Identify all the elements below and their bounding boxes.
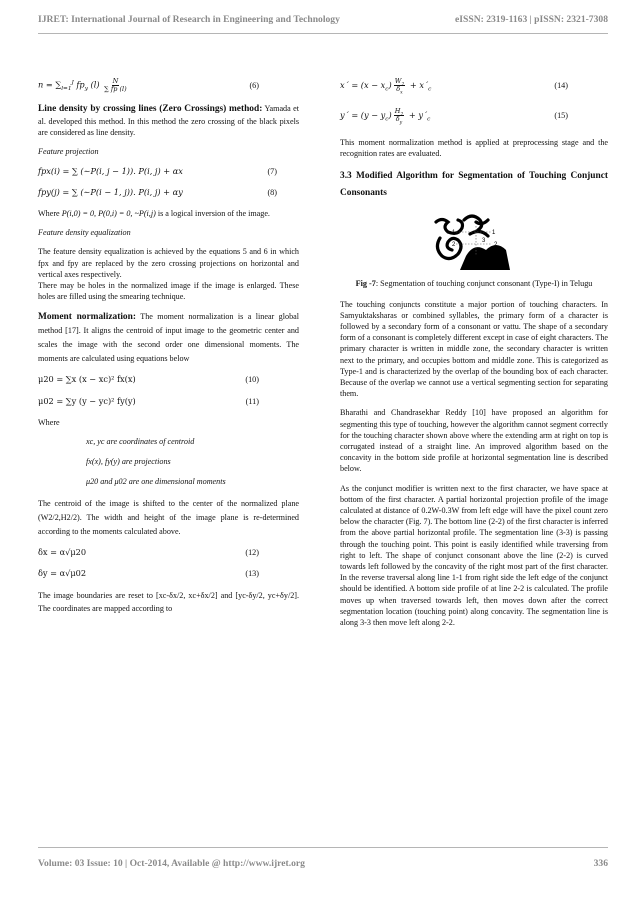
equation-12: δx = α√μ20 (12) [38,546,259,557]
paragraph-bharathi: Bharathi and Chandrasekhar Reddy [10] have proposed an algorithm for segmenting this type of touching, however the algorithm cannot segment correctly for the touching character shown above where the extending arm at right on top is corrugated instead of a straight line. An improved algorithm based on the concavity in the bottom side profile at horizontal segmentation line is described below. [340,408,608,474]
paragraph-density-equalization: The feature density equalization is achieved by the equations 5 and 6 in which fpx and fpy are replaced by the zero crossing projections on horizontal and vertical axes respectively. [38,247,299,279]
conjunct-shape [460,245,510,270]
paragraph-boundaries: The image boundaries are reset to [xc-δx/2, xc+δx/2] and [yc-δy/2, yc+δy/2]. The coordinates are mapped according to [38,591,299,614]
paragraph-conjunct-modifier: As the conjunct modifier is written next to the first character, we have space at bottom of the first character. A partial horizontal projection profile of the image calculated at distance of 0.2W-0.3W from left edge will have the pixel count zero below the character (Fig. 7). The bottom line (2-2) of the first character is inferred from the above partial horizontal profile. The segmentation line (3-3) is passing through the touching point. This point is easily identified while traversing from right to left. The shape of conjunct consonant above the line (2-2) is curved towards left followed by the concavity of the right most part of the first character. In the reverse traversal along line 1-1 from right side the left edge of the conjunct should be identified. A bottom side profile of at line 2-2 is calculated. The profile moves up when traversed towards left, then moves down after the correct segmentation location (touching point) along concavity. The segmentation line is along 3-3 then move left along 2-2. [340,483,608,628]
fig-label-2b: 2 [452,241,456,248]
equation-10: μ20 = ∑x (x − xc)² fx(x) (10) [38,374,259,385]
equation-11: μ02 = ∑y (y − yc)² fy(y) (11) [38,395,259,406]
fig-label-2: 2 [494,241,498,248]
page-number: 336 [593,858,608,869]
equation-8: fpy(j) = ∑ (∼P(i − 1, j)). P(i, j) + αy (8) [38,186,277,197]
telugu-conjunct-figure [426,212,522,272]
section-heading-3-3: 3.3 Modified Algorithm for Segmentation of Touching Conjunct Consonants [340,170,608,198]
eq6-denominator: ∑ fp (l) [104,85,127,93]
fig-label-1: 1 [492,229,496,236]
left-column [38,78,299,623]
figure-caption: Fig -7: Segmentation of touching conjunct consonant (Type-I) in Telugu [355,278,593,288]
equation-15: $y΄ = (y - y_c)$ $\frac{H_2}{\delta_y}$ + $y΄_c$ (15) [340,106,568,126]
item-projections: fx(x), fy(y) are projections [86,457,171,467]
footer-rule [38,847,608,848]
item-centroid: xc, yc are coordinates of centroid [86,437,195,447]
equation-13: δy = α√μ02 (13) [38,567,259,578]
header-rule [38,33,608,34]
issn: eISSN: 2319-1163 | pISSN: 2321-7308 [455,14,608,25]
paragraph-moment-normalization: Moment normalization: The moment normalization is a linear global method [17]. It aligns the centroid of input image to the geometric center and scales the image with the second order one dimensional moments. The moments are calculated using equations below [38,312,299,364]
page-footer [38,858,608,872]
paragraph-touching-conjuncts: The touching conjuncts constitute a major portion of touching characters. In Samyuktaksharas or combined syllables, the primary form of a character is followed by a secondary form of a consonant or vattu. The shape of a secondary form of a consonant is completely different except in case of eight characters. The primary character is written in middle zone, the secondary character is written next to the primary, and occupies bottom and middle zone. This is categorized as Type-1 and is characterized by the overlap of the bounding box of each character. Because of the overlap we cannot use a vertical segmenting section for separating them. [340,299,608,399]
eq6-numerator: N [112,77,119,85]
feature-projection-heading: Feature projection [38,147,99,157]
paragraph-where-inversion: Where P(i,0) = 0, P(0,i) = 0, ~P(i,j) is a logical inversion of the image. [38,209,270,219]
fig-label-1b: 1 [452,229,456,236]
paragraph-centroid-shift: The centroid of the image is shifted to the center of the normalized plane (W2/2,H2/2). The width and height of the image plane is re-determined according to the moments calculated above. [38,498,299,536]
equation-7: fpx(i) = ∑ (∼P(i, j − 1)). P(i, j) + αx (7) [38,165,277,176]
journal-title: IJRET: International Journal of Research in Engineering and Technology [38,14,340,25]
page-header [38,14,608,28]
paragraph-line-density: Line density by crossing lines (Zero Crossings) method: Yamada et al. developed this method. In this method the zero crossing of the black pixels are considered as line density. [38,104,300,138]
where-label: Where [38,417,60,427]
paragraph-holes: There may be holes in the normalized image if the image is enlarged. These holes are filled using the smearing technique. [38,281,299,302]
item-moments: μ20 and μ02 are one dimensional moments [86,477,226,487]
equation-14: $x΄ = (x - x_c)$ $\frac{W_2}{\delta_x}$ + $x΄_c$ (14) [340,77,568,96]
paragraph-normalization-applied: This moment normalization method is applied at preprocessing stage and the recognition rates are evaluated. [340,138,608,159]
volume-info: Volume: 03 Issue: 10 | Oct-2014, Available @ http://www.ijret.org [38,858,305,869]
equation-6: $n = \sum_{l=1}^J$ $fp_y$ (l) $\frac{N}{\sum fp (l)}$ (6) [38,77,259,93]
feature-density-heading: Feature density equalization [38,228,131,238]
fig-label-3: 3 [482,237,486,244]
right-column [340,78,608,636]
